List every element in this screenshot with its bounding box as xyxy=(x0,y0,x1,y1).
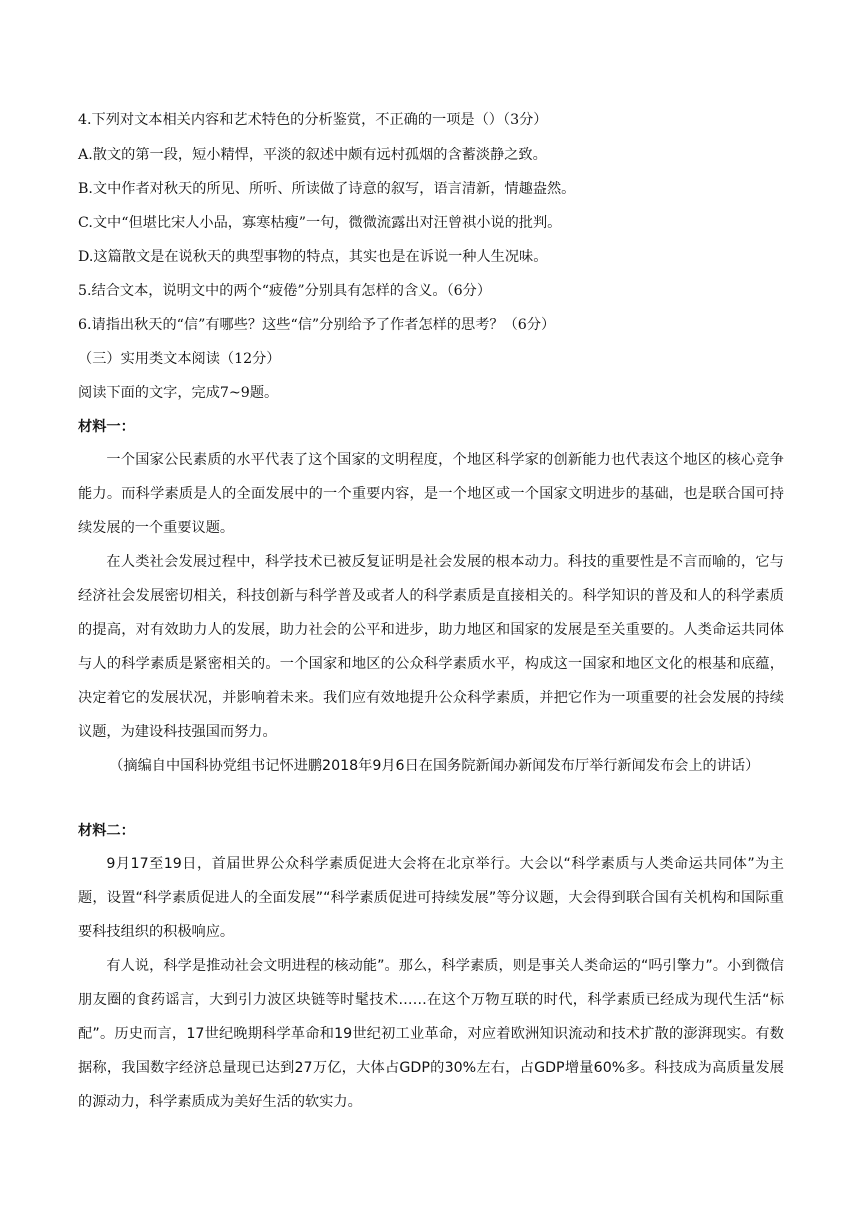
question-4-option-a: A.散文的第一段，短小精悍，平淡的叙述中颇有远村孤烟的含蓄淡静之致。 xyxy=(78,147,547,163)
question-6: 6.请指出秋天的“信”有哪些？这些“信”分别给予了作者怎样的思考？（6分） xyxy=(78,317,556,333)
question-4-option-c: C.文中“但堪比宋人小品，寡寒枯瘦”一句，微微流露出对汪曾祺小说的批判。 xyxy=(78,215,562,231)
material-1-heading: 材料一： xyxy=(78,419,135,435)
material-2-paragraph-1: 9月17至19日，首届世界公众科学素质促进大会将在北京举行。大会以“科学素质与人类命运共同体”为主题，设置“科学素质促进人的全面发展”“科学素质促进可持续发展”等分议题，大会得到联合国有关机构和国际重要科技组织的积极响应。 xyxy=(78,856,784,940)
question-4: 4.下列对文本相关内容和艺术特色的分析鉴赏，不正确的一项是（）（3分） xyxy=(78,112,548,128)
section-title: （三）实用类文本阅读（12分） xyxy=(78,351,281,367)
question-4-option-d: D.这篇散文是在说秋天的典型事物的特点，其实也是在诉说一种人生况味。 xyxy=(78,249,548,265)
section-instruction: 阅读下面的文字，完成7~9题。 xyxy=(78,385,279,401)
material-1-paragraph-2: 在人类社会发展过程中，科学技术已被反复证明是社会发展的根本动力。科技的重要性是不言而喻的，它与经济社会发展密切相关，科技创新与科学普及或者人的科学素质是直接相关的。科学知识的普及和人的科学素质的提高，对有效助力人的发展，助力社会的公平和进步，助力地区和国家的发展是至关重要的。人类命运共同体与人的科学素质是紧密相关的。一个国家和地区的公众科学素质水平，构成这一国家和地区文化的根基和底蕴，决定着它的发展状况，并影响着未来。我们应有效地提升公众科学素质，并把它作为一项重要的社会发展的持续议题，为建设科技强国而努力。 xyxy=(78,554,784,740)
question-4-option-b: B.文中作者对秋天的所见、所听、所读做了诗意的叙写，语言清新，情趣盎然。 xyxy=(78,181,576,197)
question-5: 5.结合文本，说明文中的两个“疲倦”分别具有怎样的含义。（6分） xyxy=(78,283,492,299)
material-1-source: （摘编自中国科协党组书记怀进鹏2018年9月6日在国务院新闻办新闻发布厅举行新闻发布会上的讲话） xyxy=(109,758,760,774)
material-2-heading: 材料二： xyxy=(78,823,135,839)
material-1-paragraph-1: 一个国家公民素质的水平代表了这个国家的文明程度，个地区科学家的创新能力也代表这个地区的核心竞争能力。而科学素质是人的全面发展中的一个重要内容，是一个地区或一个国家文明进步的基础，也是联合国可持续发展的一个重要议题。 xyxy=(78,452,784,536)
material-2-paragraph-2: 有人说，科学是推动社会文明进程的核动能”。那么，科学素质，则是事关人类命运的“吗引擎力”。小到微信朋友圈的食药谣言，大到引力波区块链等时髦技术……在这个万物互联的时代，科学素质已经成为现代生活“标配”。历史而言，17世纪晚期科学革命和19世纪初工业革命，对应着欧洲知识流动和技术扩散的澎湃现实。有数据称，我国数字经济总量现已达到27万亿，大体占GDP的30%左右，占GDP增量60%多。科技成为高质量发展的源动力，科学素质成为美好生活的软实力。 xyxy=(78,958,784,1110)
